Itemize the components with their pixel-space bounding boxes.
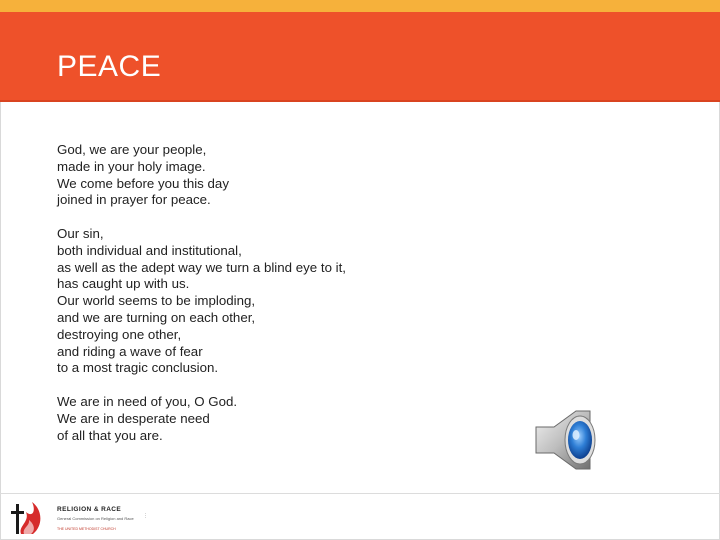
logo-separator: ⋮ (143, 513, 148, 519)
prayer-line: both individual and institutional, (57, 242, 242, 258)
footer-divider (0, 493, 720, 494)
stanza-2 (57, 226, 497, 377)
cross-and-flame-icon (10, 498, 46, 538)
prayer-line: and riding a wave of fear (57, 343, 203, 359)
prayer-line: God, we are your people, (57, 142, 207, 157)
stanza-1 (57, 142, 497, 209)
prayer-text (57, 142, 497, 461)
slide-title: PEACE (57, 50, 162, 83)
prayer-line: Our sin, (57, 225, 104, 241)
prayer-line: has caught up with us. (57, 276, 190, 292)
organization-logo (10, 498, 160, 538)
top-accent-band (0, 0, 720, 12)
prayer-line: joined in prayer for peace. (57, 192, 211, 208)
prayer-line: to a most tragic conclusion. (57, 360, 219, 376)
prayer-line: We are in need of you, O God. (57, 393, 238, 409)
prayer-line: We are in desperate need (57, 410, 210, 426)
logo-church: THE UNITED METHODIST CHURCH (57, 527, 116, 531)
speaker-icon[interactable] (530, 405, 600, 475)
prayer-line: destroying one other, (57, 326, 182, 342)
prayer-line: as well as the adept way we turn a blind eye to it, (57, 259, 346, 275)
logo-name: RELIGION & RACE (57, 506, 122, 513)
prayer-line: We come before you this day (57, 175, 229, 191)
prayer-line: and we are turning on each other, (57, 309, 256, 325)
stanza-3 (57, 394, 497, 444)
prayer-line: made in your holy image. (57, 158, 206, 174)
logo-tagline: General Commission on Religion and Race (57, 516, 134, 521)
prayer-line: Our world seems to be imploding, (57, 293, 256, 309)
prayer-line: of all that you are. (57, 427, 163, 443)
